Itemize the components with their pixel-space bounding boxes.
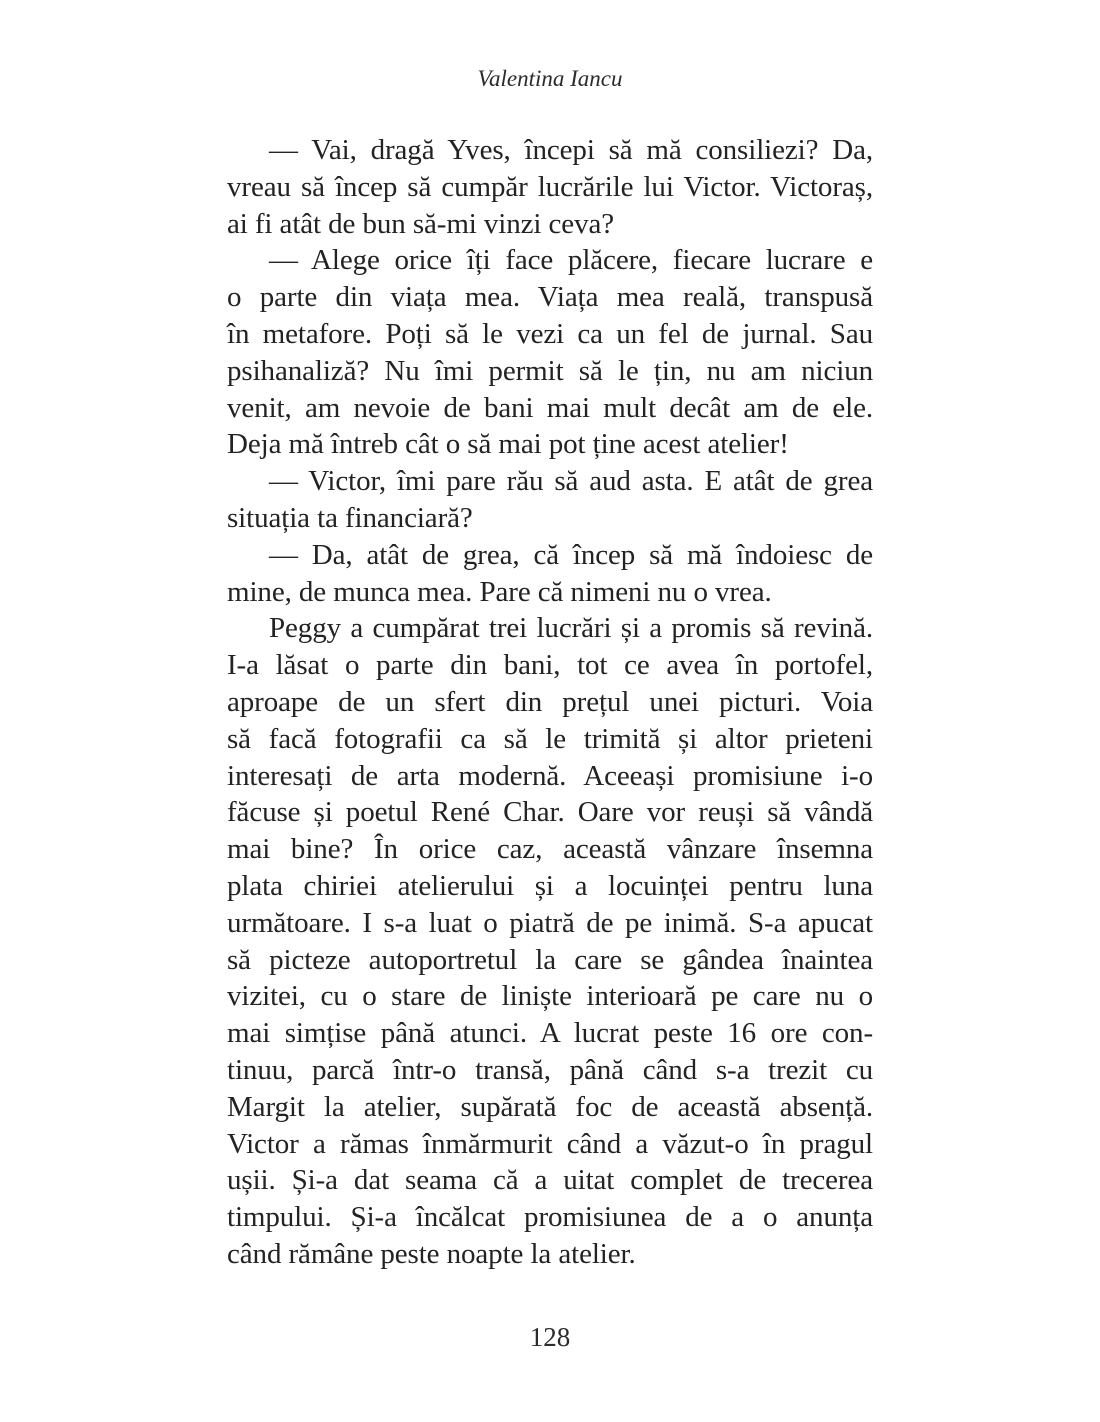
body-text: [227, 132, 873, 1273]
text-line: plata chiriei atelierului și a locuinței pentru luna: [227, 869, 873, 902]
text-line: vizitei, cu o stare de liniște interioară pe care nu o: [227, 980, 873, 1013]
text-line: — Da, atât de grea, că încep să mă îndoiesc de: [269, 538, 873, 571]
text-line: să picteze autoportretul la care se gândea înaintea: [227, 943, 873, 976]
text-line: următoare. I s-a luat o piatră de pe inimă. S-a apucat: [227, 906, 873, 939]
text-line: timpului. Și-a încălcat promisiunea de a o anunța: [227, 1201, 873, 1234]
text-line: tinuu, parcă într-o transă, până când s-a trezit cu: [227, 1053, 873, 1086]
text-line: psihanaliză? Nu îmi permit să le țin, nu am niciun: [227, 354, 873, 387]
paragraph: [227, 463, 873, 537]
text-line: vreau să încep să cumpăr lucrările lui Victor. Victoraș,: [227, 170, 873, 203]
text-line: mai simțise până atunci. A lucrat peste 16 ore con-: [227, 1017, 873, 1050]
running-header: Valentina Iancu: [477, 66, 623, 91]
text-line: Deja mă întreb cât o să mai pot ține acest atelier!: [227, 428, 789, 461]
paragraph: [227, 610, 873, 1272]
text-line: — Victor, îmi pare rău să aud asta. E atât de grea: [269, 465, 873, 498]
text-line: când rămâne peste noapte la atelier.: [227, 1237, 636, 1270]
text-line: să facă fotografii ca să le trimită și altor prieteni: [227, 722, 873, 755]
text-line: situația ta financiară?: [227, 501, 473, 534]
text-line: o parte din viața mea. Viața mea reală, transpusă: [227, 281, 873, 314]
text-line: aproape de un sfert din prețul unei picturi. Voia: [227, 685, 873, 718]
text-line: Peggy a cumpărat trei lucrări și a promis să revină.: [269, 612, 873, 645]
paragraph: [227, 132, 873, 242]
text-line: interesați de arta modernă. Aceeași promisiune i-o: [227, 759, 873, 792]
text-line: venit, am nevoie de bani mai mult decât am de ele.: [227, 391, 873, 424]
text-line: I-a lăsat o parte din bani, tot ce avea în portofel,: [227, 649, 873, 682]
text-line: — Alege orice îți face plăcere, fiecare lucrare e: [269, 244, 873, 277]
text-line: făcuse și poetul René Char. Oare vor reuși să vândă: [227, 796, 873, 829]
text-line: mine, de munca mea. Pare că nimeni nu o vrea.: [227, 575, 772, 608]
text-line: mai bine? În orice caz, această vânzare însemna: [227, 833, 873, 866]
text-line: Victor a rămas înmărmurit când a văzut-o în pragul: [227, 1127, 873, 1160]
paragraph: [227, 537, 873, 611]
paragraph: [227, 242, 873, 463]
text-line: Margit la atelier, supărată foc de această absență.: [227, 1090, 873, 1123]
page-number: 128: [529, 1322, 571, 1352]
text-line: ușii. Și-a dat seama că a uitat complet de trecerea: [227, 1164, 873, 1197]
text-line: ai fi atât de bun să-mi vinzi ceva?: [227, 207, 615, 240]
text-line: — Vai, dragă Yves, începi să mă consiliezi? Da,: [269, 134, 873, 166]
text-line: în metafore. Poți să le vezi ca un fel de jurnal. Sau: [227, 317, 873, 350]
